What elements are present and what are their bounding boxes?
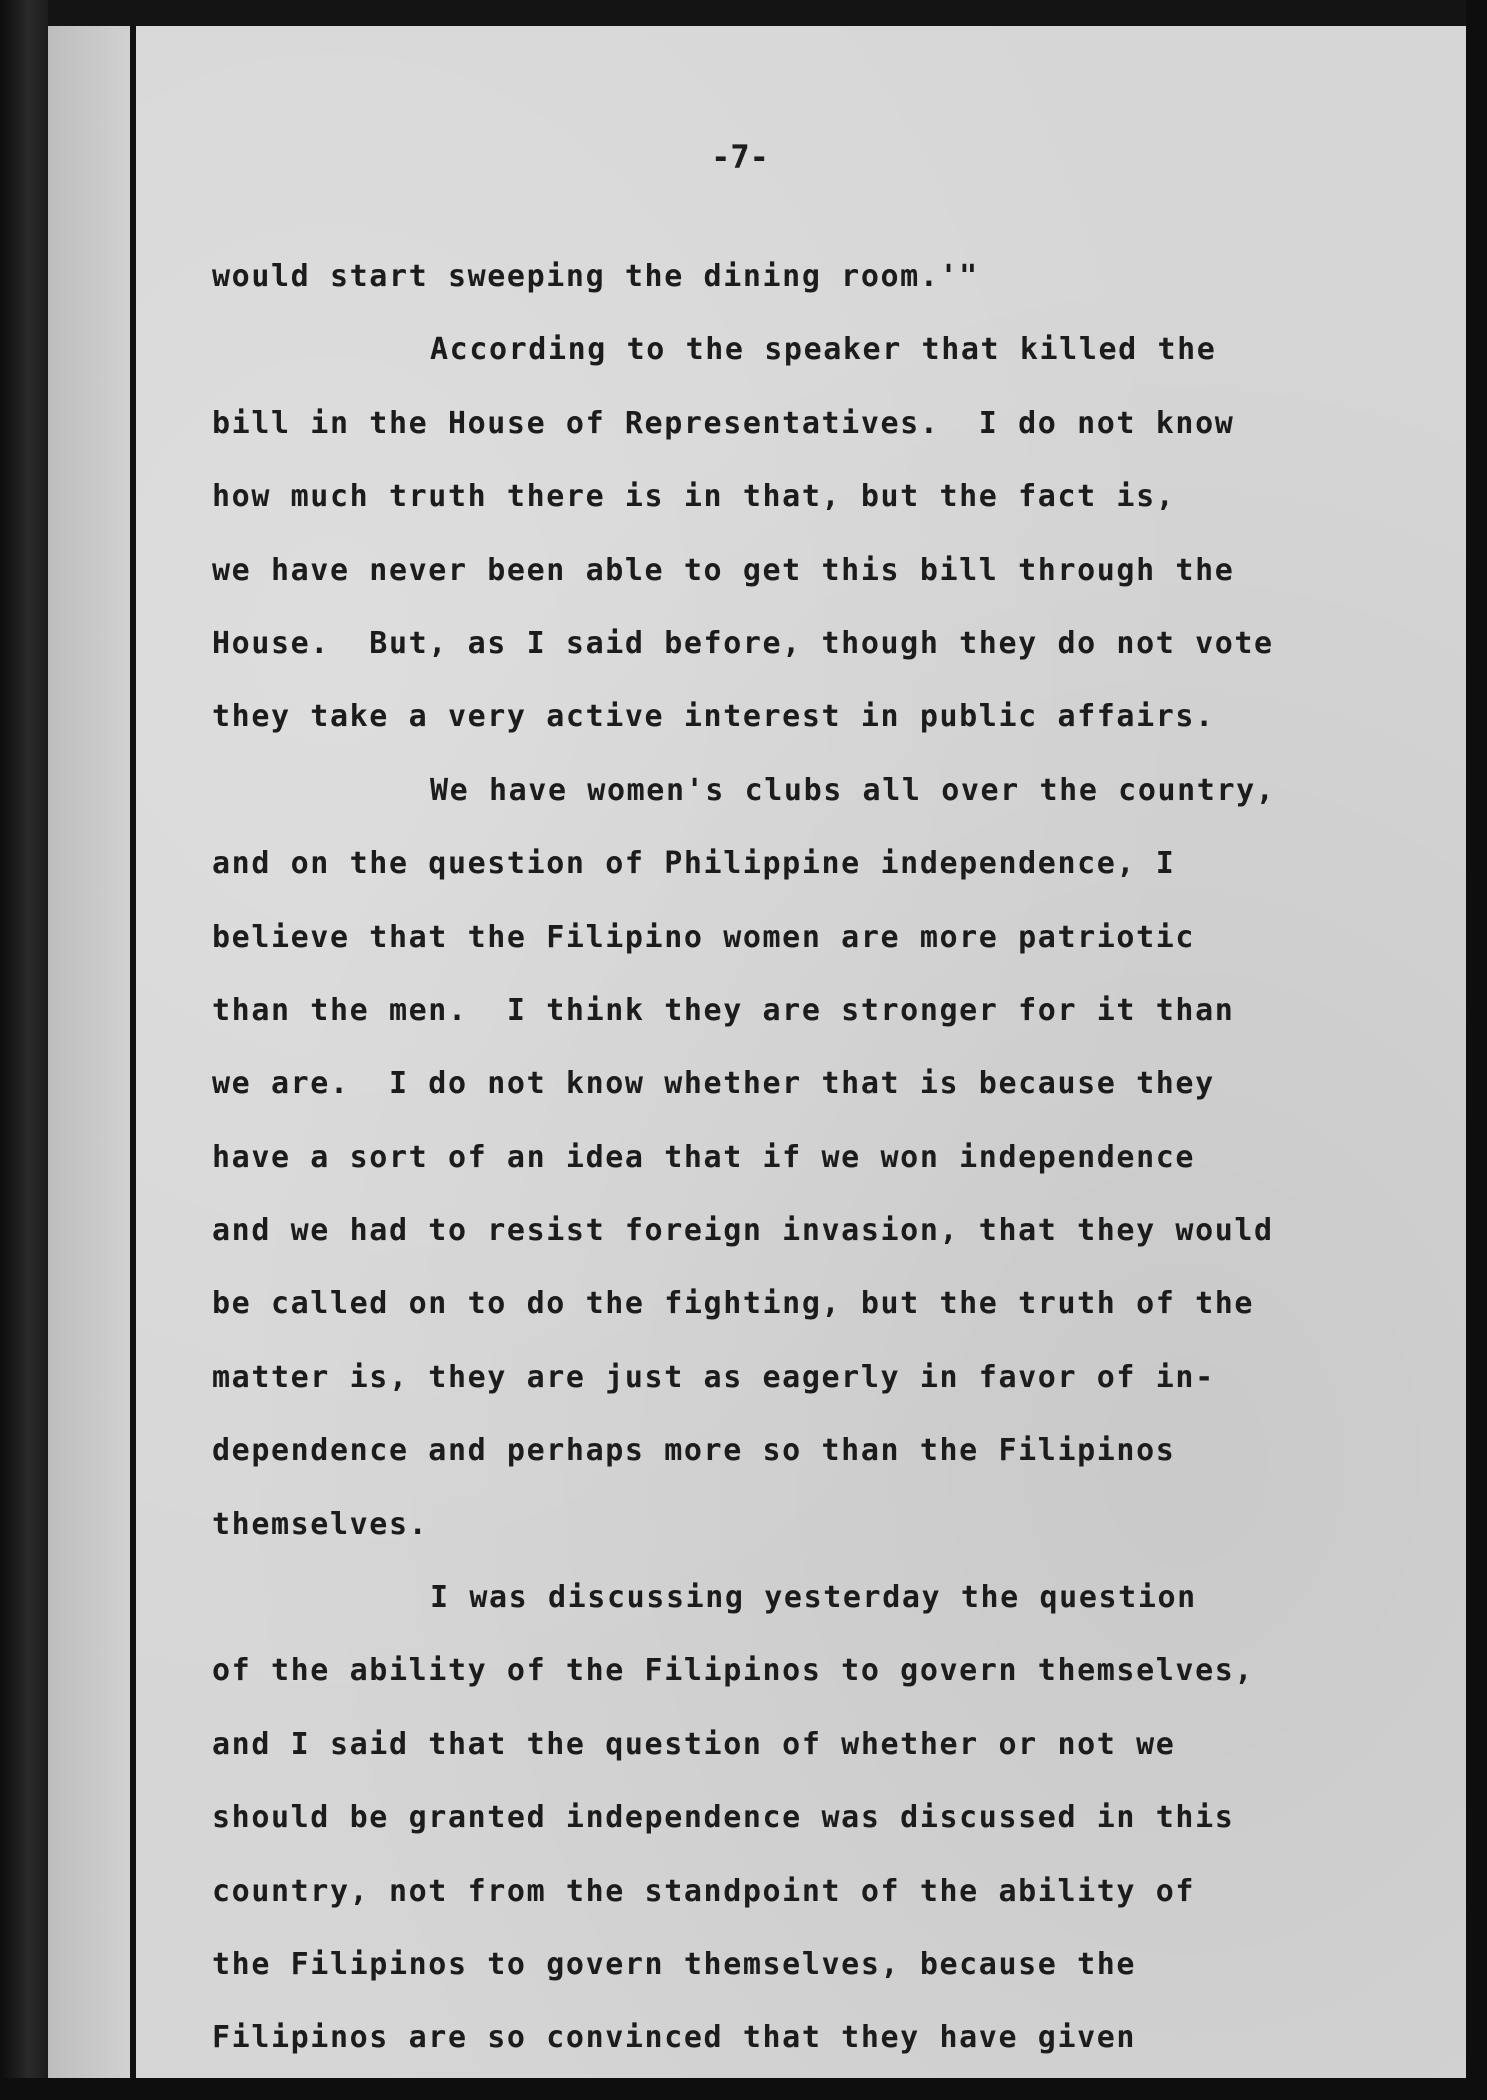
text-line: country, not from the standpoint of the ability of bbox=[212, 1873, 1196, 1909]
text-line: we have never been able to get this bill through the bbox=[212, 552, 1235, 588]
text-line: We have women's clubs all over the country, bbox=[430, 772, 1276, 808]
scan-bottom-border bbox=[0, 2078, 1487, 2100]
text-line: would start sweeping the dining room.'" bbox=[212, 259, 979, 294]
text-line: of the ability of the Filipinos to govern themselves, bbox=[212, 1653, 1255, 1689]
text-line: bill in the House of Representatives. I do not know bbox=[212, 405, 1235, 441]
text-line: the Filipinos to govern themselves, because the bbox=[212, 1946, 1137, 1982]
text-line: matter is, they are just as eagerly in favor of in- bbox=[212, 1359, 1215, 1395]
text-line: According to the speaker that killed the bbox=[430, 332, 1217, 368]
text-line: themselves. bbox=[212, 1506, 429, 1542]
body-text bbox=[212, 240, 1392, 2075]
text-line: have a sort of an idea that if we won independence bbox=[212, 1139, 1196, 1175]
page-number: -7- bbox=[711, 138, 769, 176]
text-line: dependence and perhaps more so than the Filipinos bbox=[212, 1433, 1176, 1469]
text-line: Filipinos are so convinced that they have given bbox=[212, 2020, 1137, 2056]
text-line: I was discussing yesterday the question bbox=[430, 1580, 1197, 1616]
page-left-margin-shadow bbox=[48, 26, 134, 2078]
text-line: they take a very active interest in public affairs. bbox=[212, 699, 1215, 735]
scan-right-border bbox=[1466, 0, 1487, 2100]
text-line: should be granted independence was discussed in this bbox=[212, 1800, 1235, 1836]
text-line: we are. I do not know whether that is because they bbox=[212, 1066, 1215, 1102]
margin-rule-line bbox=[130, 26, 136, 2078]
text-line: and we had to resist foreign invasion, that they would bbox=[212, 1213, 1274, 1249]
scan-left-border bbox=[0, 0, 48, 2100]
text-line: than the men. I think they are stronger for it than bbox=[212, 992, 1235, 1028]
text-line: how much truth there is in that, but the fact is, bbox=[212, 479, 1176, 515]
text-line: and I said that the question of whether or not we bbox=[212, 1726, 1176, 1762]
text-line: and on the question of Philippine independence, I bbox=[212, 846, 1176, 882]
text-line: believe that the Filipino women are more patriotic bbox=[212, 919, 1196, 955]
text-line: House. But, as I said before, though they do not vote bbox=[212, 625, 1274, 661]
text-line: be called on to do the fighting, but the truth of the bbox=[212, 1286, 1255, 1322]
